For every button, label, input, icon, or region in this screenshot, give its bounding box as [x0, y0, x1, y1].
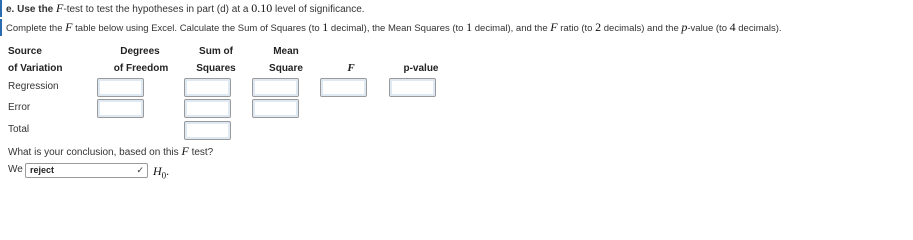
part-e-suffix: level of significance. — [275, 4, 365, 15]
regression-df-input[interactable] — [97, 78, 144, 97]
instr-text-6: decimals) and the — [603, 23, 679, 34]
error-ss-input[interactable] — [184, 99, 231, 118]
header-source: Source — [8, 46, 42, 57]
we-label: We — [8, 164, 23, 175]
row-label-error: Error — [8, 102, 31, 113]
question-part-e — [0, 0, 913, 17]
header-degrees: Degrees — [120, 46, 160, 57]
f-symbol: F — [181, 144, 189, 158]
header-squares: Squares — [196, 63, 236, 74]
p-symbol: p — [681, 20, 688, 34]
error-ms-input[interactable] — [252, 99, 299, 118]
regression-p-value-input[interactable] — [389, 78, 436, 97]
header-of-freedom: of Freedom — [113, 63, 169, 74]
decimals-ms: 1 — [466, 20, 473, 34]
header-square: Square — [269, 63, 303, 74]
h0-period: . — [166, 164, 170, 178]
header-mean: Mean — [273, 46, 299, 57]
instr-text-5: ratio (to — [560, 23, 593, 34]
conclusion-select[interactable] — [25, 163, 148, 178]
f-symbol: F — [56, 1, 64, 15]
error-df-input[interactable] — [97, 99, 144, 118]
question-instructions — [0, 19, 913, 36]
header-f: F — [347, 62, 355, 74]
decimals-ss: 1 — [322, 20, 329, 34]
instr-text-7: -value (to — [687, 23, 727, 34]
total-ss-input[interactable] — [184, 121, 231, 140]
regression-ss-input[interactable] — [184, 78, 231, 97]
conclusion-text-2: test? — [191, 147, 214, 158]
instr-text-3: decimal), the Mean Squares (to — [330, 23, 464, 34]
part-e-middle: -test to test the hypotheses in part (d) at a — [63, 4, 249, 15]
instr-text-8: decimals). — [738, 23, 782, 34]
row-label-total: Total — [8, 124, 30, 135]
regression-ms-input[interactable] — [252, 78, 299, 97]
chevron-down-icon: ✓ — [136, 165, 144, 175]
header-of-variation: of Variation — [8, 63, 63, 74]
row-label-regression: Regression — [8, 81, 59, 92]
header-sum-of: Sum of — [199, 46, 233, 57]
instr-text-1: Complete the — [6, 23, 63, 34]
conclusion-text-1: What is your conclusion, based on this — [8, 147, 179, 158]
h0-symbol — [153, 164, 169, 180]
decimals-f: 2 — [595, 20, 602, 34]
conclusion-question — [8, 144, 213, 159]
h0-letter: H — [153, 164, 162, 178]
conclusion-selected-value: reject — [30, 165, 55, 175]
part-e-prefix: e. Use the — [6, 4, 54, 15]
decimals-p: 4 — [729, 20, 736, 34]
h0-subscript: 0 — [161, 170, 167, 181]
regression-f-input[interactable] — [320, 78, 367, 97]
instr-text-2: table below using Excel. Calculate the Sum of Squares (to — [75, 23, 320, 34]
header-p-value: p-value — [403, 63, 439, 74]
instr-text-4: decimal), and the — [474, 23, 548, 34]
f-symbol: F — [65, 20, 73, 34]
f-symbol: F — [550, 20, 558, 34]
alpha-value: 0.10 — [251, 1, 273, 15]
